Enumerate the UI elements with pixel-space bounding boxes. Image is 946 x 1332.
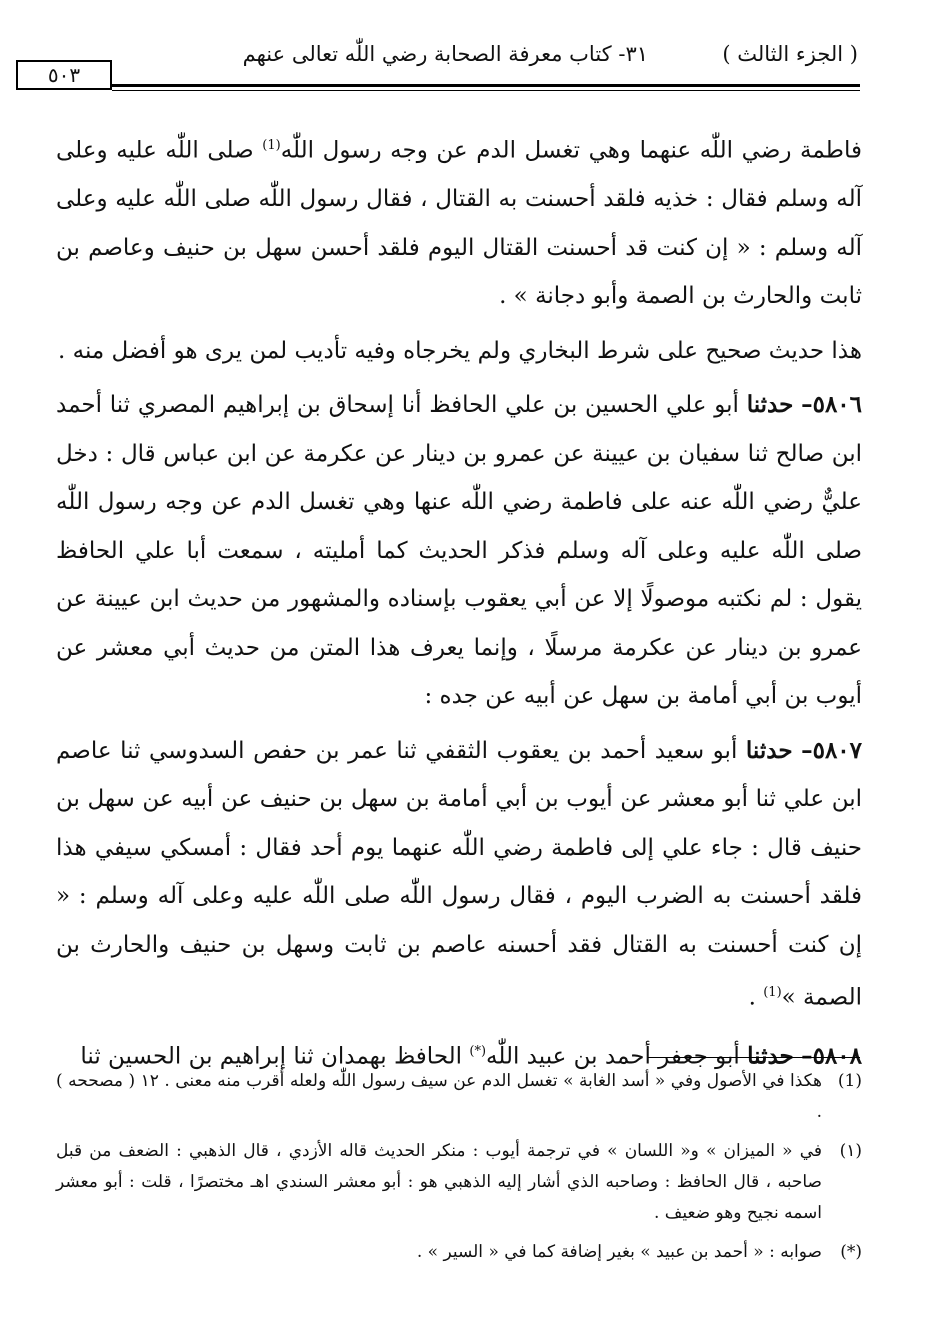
hadith-number: ٥٨٠٦–: [801, 391, 863, 419]
footnote-separator: [648, 1057, 860, 1058]
hadith-5806: ٥٨٠٦– حدثنا أبو علي الحسين بن علي الحافظ أنا إسحاق بن إبراهيم المصري ثنا أحمد ابن صالح ثنا سفيان بن عيينة عن عمرو بن دينار عن عكرمة عن ابن عباس قال : دخل عليٌّ رضي اللّٰه عنه على فاطمة رضي اللّٰه عنها وهي تغسل الدم عن وجه رسول اللّٰه صلى اللّٰه عليه وعلى آله وسلم فذكر الحديث كما أمليته ، سمعت أبا علي الحافظ يقول : لم نكتبه موصولًا إلا عن أبي يعقوب بإسناده والمشهور من حديث ابن عيينة عن عمرو بن دينار عن عكرمة مرسلًا ، وإنما يعرف هذا المتن من حديث أبي معشر عن أيوب بن أبي أمامة بن سهل عن أبيه عن جده :: [56, 391, 863, 710]
footnote-mark: (1): [837, 1071, 862, 1091]
footnote-text: صوابه : « أحمد بن عبيد » بغير إضافة كما في « السير » .: [416, 1242, 822, 1262]
chapter-title: ٣١- كتاب معرفة الصحابة رضي اللّٰه تعالى عنهم: [242, 42, 648, 66]
hadith-5807: ٥٨٠٧– حدثنا أبو سعيد أحمد بن يعقوب الثقفي ثنا عمر بن حفص السدوسي ثنا عاصم ابن علي ثنا أبو معشر عن أيوب بن أبي أمامة بن سهل بن حنيف عن أبيه عن سهل بن حنيف قال : جاء علي إلى فاطمة رضي اللّٰه عنهما يوم أحد فقال : أمسكي سيفي هذا فلقد أحسنت به الضرب اليوم ، فقال رسول اللّٰه صلى اللّٰه عليه وعلى آله وسلم : « إن كنت أحسنت به القتال فقد أحسنه عاصم بن ثابت وسهل بن حنيف والحارث بن الصمة »$^{(1)}$ .: [56, 736, 863, 1011]
footnote: [56, 1136, 862, 1229]
footnote-text: هكذا في الأصول وفي « أسد الغابة » تغسل الدم عن سيف رسول اللّٰه ولعله أقرب منه معنى . ١٢ ( مصححه ) .: [56, 1071, 822, 1122]
footnote: [56, 1237, 862, 1268]
footnote-mark: (١): [839, 1141, 862, 1161]
page-number-box: ٥٠٣: [16, 60, 112, 90]
paragraph: فاطمة رضي اللّٰه عنهما وهي تغسل الدم عن وجه رسول اللّٰه$^{(1)}$ صلى اللّٰه عليه وعلى آله وسلم فقال : خذيه فلقد أحسنت به القتال ، فقال رسول اللّٰه صلى اللّٰه عليه وعلى آله وسلم : « إن كنت قد أحسنت القتال اليوم فلقد أحسن سهل بن حنيف وعاصم بن ثابت والحارث بن الصمة وأبو دجانة » .: [56, 137, 862, 310]
volume-label: ( الجزء الثالث ): [722, 42, 858, 66]
hadith-5808: ٥٨٠٨– حدثنا أبو جعفر أحمد بن عبيد اللّٰه(*) الحافظ بهمدان ثنا إبراهيم بن الحسين ثنا: [80, 1042, 862, 1070]
header-rule-thin: [112, 90, 860, 91]
footnote: [56, 1066, 862, 1128]
narration-label: حدثنا: [747, 1042, 794, 1070]
footnote-ref: (*): [469, 1044, 487, 1060]
footnote-ref: (1): [262, 138, 281, 153]
main-text: [56, 122, 862, 1087]
hadith-number: ٥٨٠٨–: [801, 1042, 862, 1070]
hadith-number: ٥٨٠٧–: [801, 736, 863, 764]
footnote-mark: (*): [840, 1242, 862, 1262]
footnotes: [56, 1066, 862, 1276]
running-header: [48, 38, 858, 72]
footnote-text: في « الميزان » و« اللسان » في ترجمة أيوب : منكر الحديث قاله الأزدي ، قال الذهبي : الضعف من قبل صاحبه ، قال الحافظ : وصاحبه الذي أشار إليه الذهبي هو : أبو معشر السندي اهـ مختصرًا ، قلت : أبو معشر اسمه نجيح وهو ضعيف .: [56, 1141, 822, 1223]
paragraph: هذا حديث صحيح على شرط البخاري ولم يخرجاه وفيه تأديب لمن يرى هو أفضل منه .: [58, 337, 862, 364]
header-rule-thick: [112, 84, 860, 87]
narration-label: حدثنا: [745, 736, 793, 764]
footnote-ref: (1): [763, 985, 782, 1001]
narration-label: حدثنا: [746, 391, 794, 419]
